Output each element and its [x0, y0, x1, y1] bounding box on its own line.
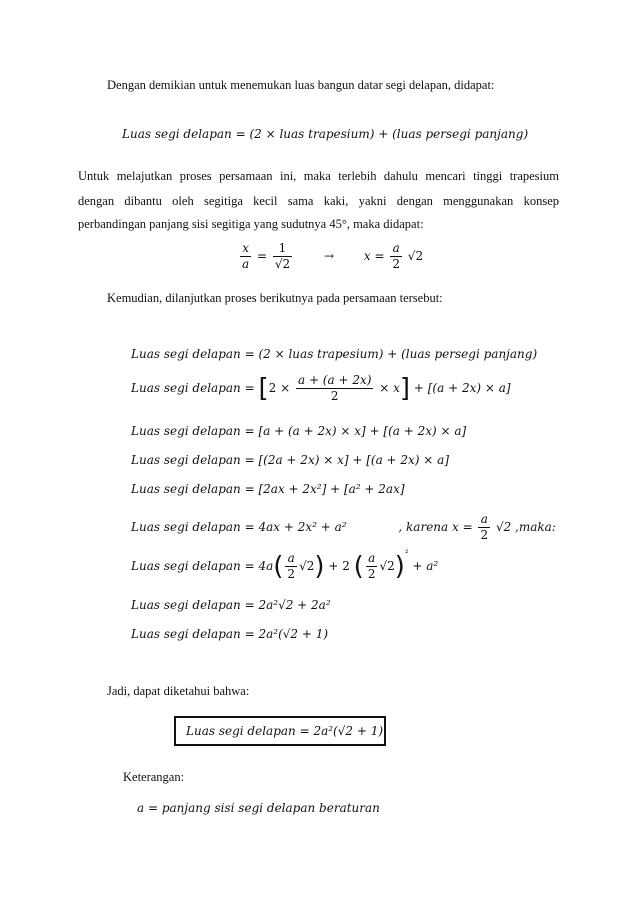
ratio-fraction-result: $\frac{a}{2}$ — [392, 241, 400, 271]
step-6-fraction: $\frac{a}{2}$ — [480, 512, 489, 542]
step-6: Luas segi delapan = 4ax + 2x² + a² , karena x = $\frac{a}{2}$ √2 ,maka: — [131, 512, 556, 542]
arrow-icon: → — [323, 249, 335, 263]
note-label: Keterangan: — [123, 770, 185, 784]
note-definition: a = panjang sisi segi delapan beraturan — [137, 801, 380, 815]
step-8: Luas segi delapan = 2a²√2 + 2a² — [131, 598, 331, 612]
step-2-fraction: $\frac{a + (a + 2x)}{2}$ — [297, 373, 372, 403]
main-equation: Luas segi delapan = (2 × luas trapesium) + (luas persegi panjang) — [122, 127, 529, 141]
conclusion-text: Jadi, dapat diketahui bahwa: — [107, 684, 250, 698]
step-7-fraction-2: $\frac{a}{2}$ — [367, 551, 376, 581]
step-1: Luas segi delapan = (2 × luas trapesium) + (luas persegi panjang) — [131, 347, 538, 361]
ratio-fraction-lhs: $\frac{x}{a}$ — [242, 241, 250, 271]
step-4: Luas segi delapan = [(2a + 2x) × x] + [(a + 2x) × a] — [131, 453, 450, 467]
intro-text: Dengan demikian untuk menemukan luas bangun datar segi delapan, didapat: — [107, 78, 495, 92]
step-2: Luas segi delapan = [2 × $\frac{a + (a + 2x)}{2}$ × x] + [(a + 2x) × a] — [131, 373, 511, 404]
paragraph-line-3: perbandingan panjang sisi segitiga yang sudutnya 45°, maka didapat: — [78, 217, 424, 231]
step-9: Luas segi delapan = 2a²(√2 + 1) — [131, 627, 329, 641]
boxed-equation: Luas segi delapan = 2a²(√2 + 1) — [186, 724, 384, 738]
step-7: Luas segi delapan = 4a( $\frac{a}{2}$ √2) + 2 ( $\frac{a}{2}$ √2)$^{^2}$ + a² — [131, 549, 439, 582]
paragraph-line-1: Untuk melajutkan proses persamaan ini, maka terlebih dahulu mencari tinggi trapesium — [78, 169, 559, 183]
step-3: Luas segi delapan = [a + (a + 2x) × x] + [(a + 2x) × a] — [131, 424, 467, 438]
ratio-fraction-rhs: $\frac{1}{√2}$ — [274, 241, 291, 271]
paragraph-line-2: dengan dibantu oleh segitiga kecil sama kaki, yakni dengan menggunakan konsep — [78, 194, 559, 208]
step-5: Luas segi delapan = [2ax + 2x²] + [a² + 2ax] — [131, 482, 405, 496]
continue-text: Kemudian, dilanjutkan proses berikutnya pada persamaan tersebut: — [107, 291, 443, 305]
step-7-fraction-1: $\frac{a}{2}$ — [287, 551, 296, 581]
ratio-equation: $\frac{x}{a}$ = $\frac{1}{√2}$ → x = $\frac{a}{2}$ √2 — [242, 241, 424, 271]
